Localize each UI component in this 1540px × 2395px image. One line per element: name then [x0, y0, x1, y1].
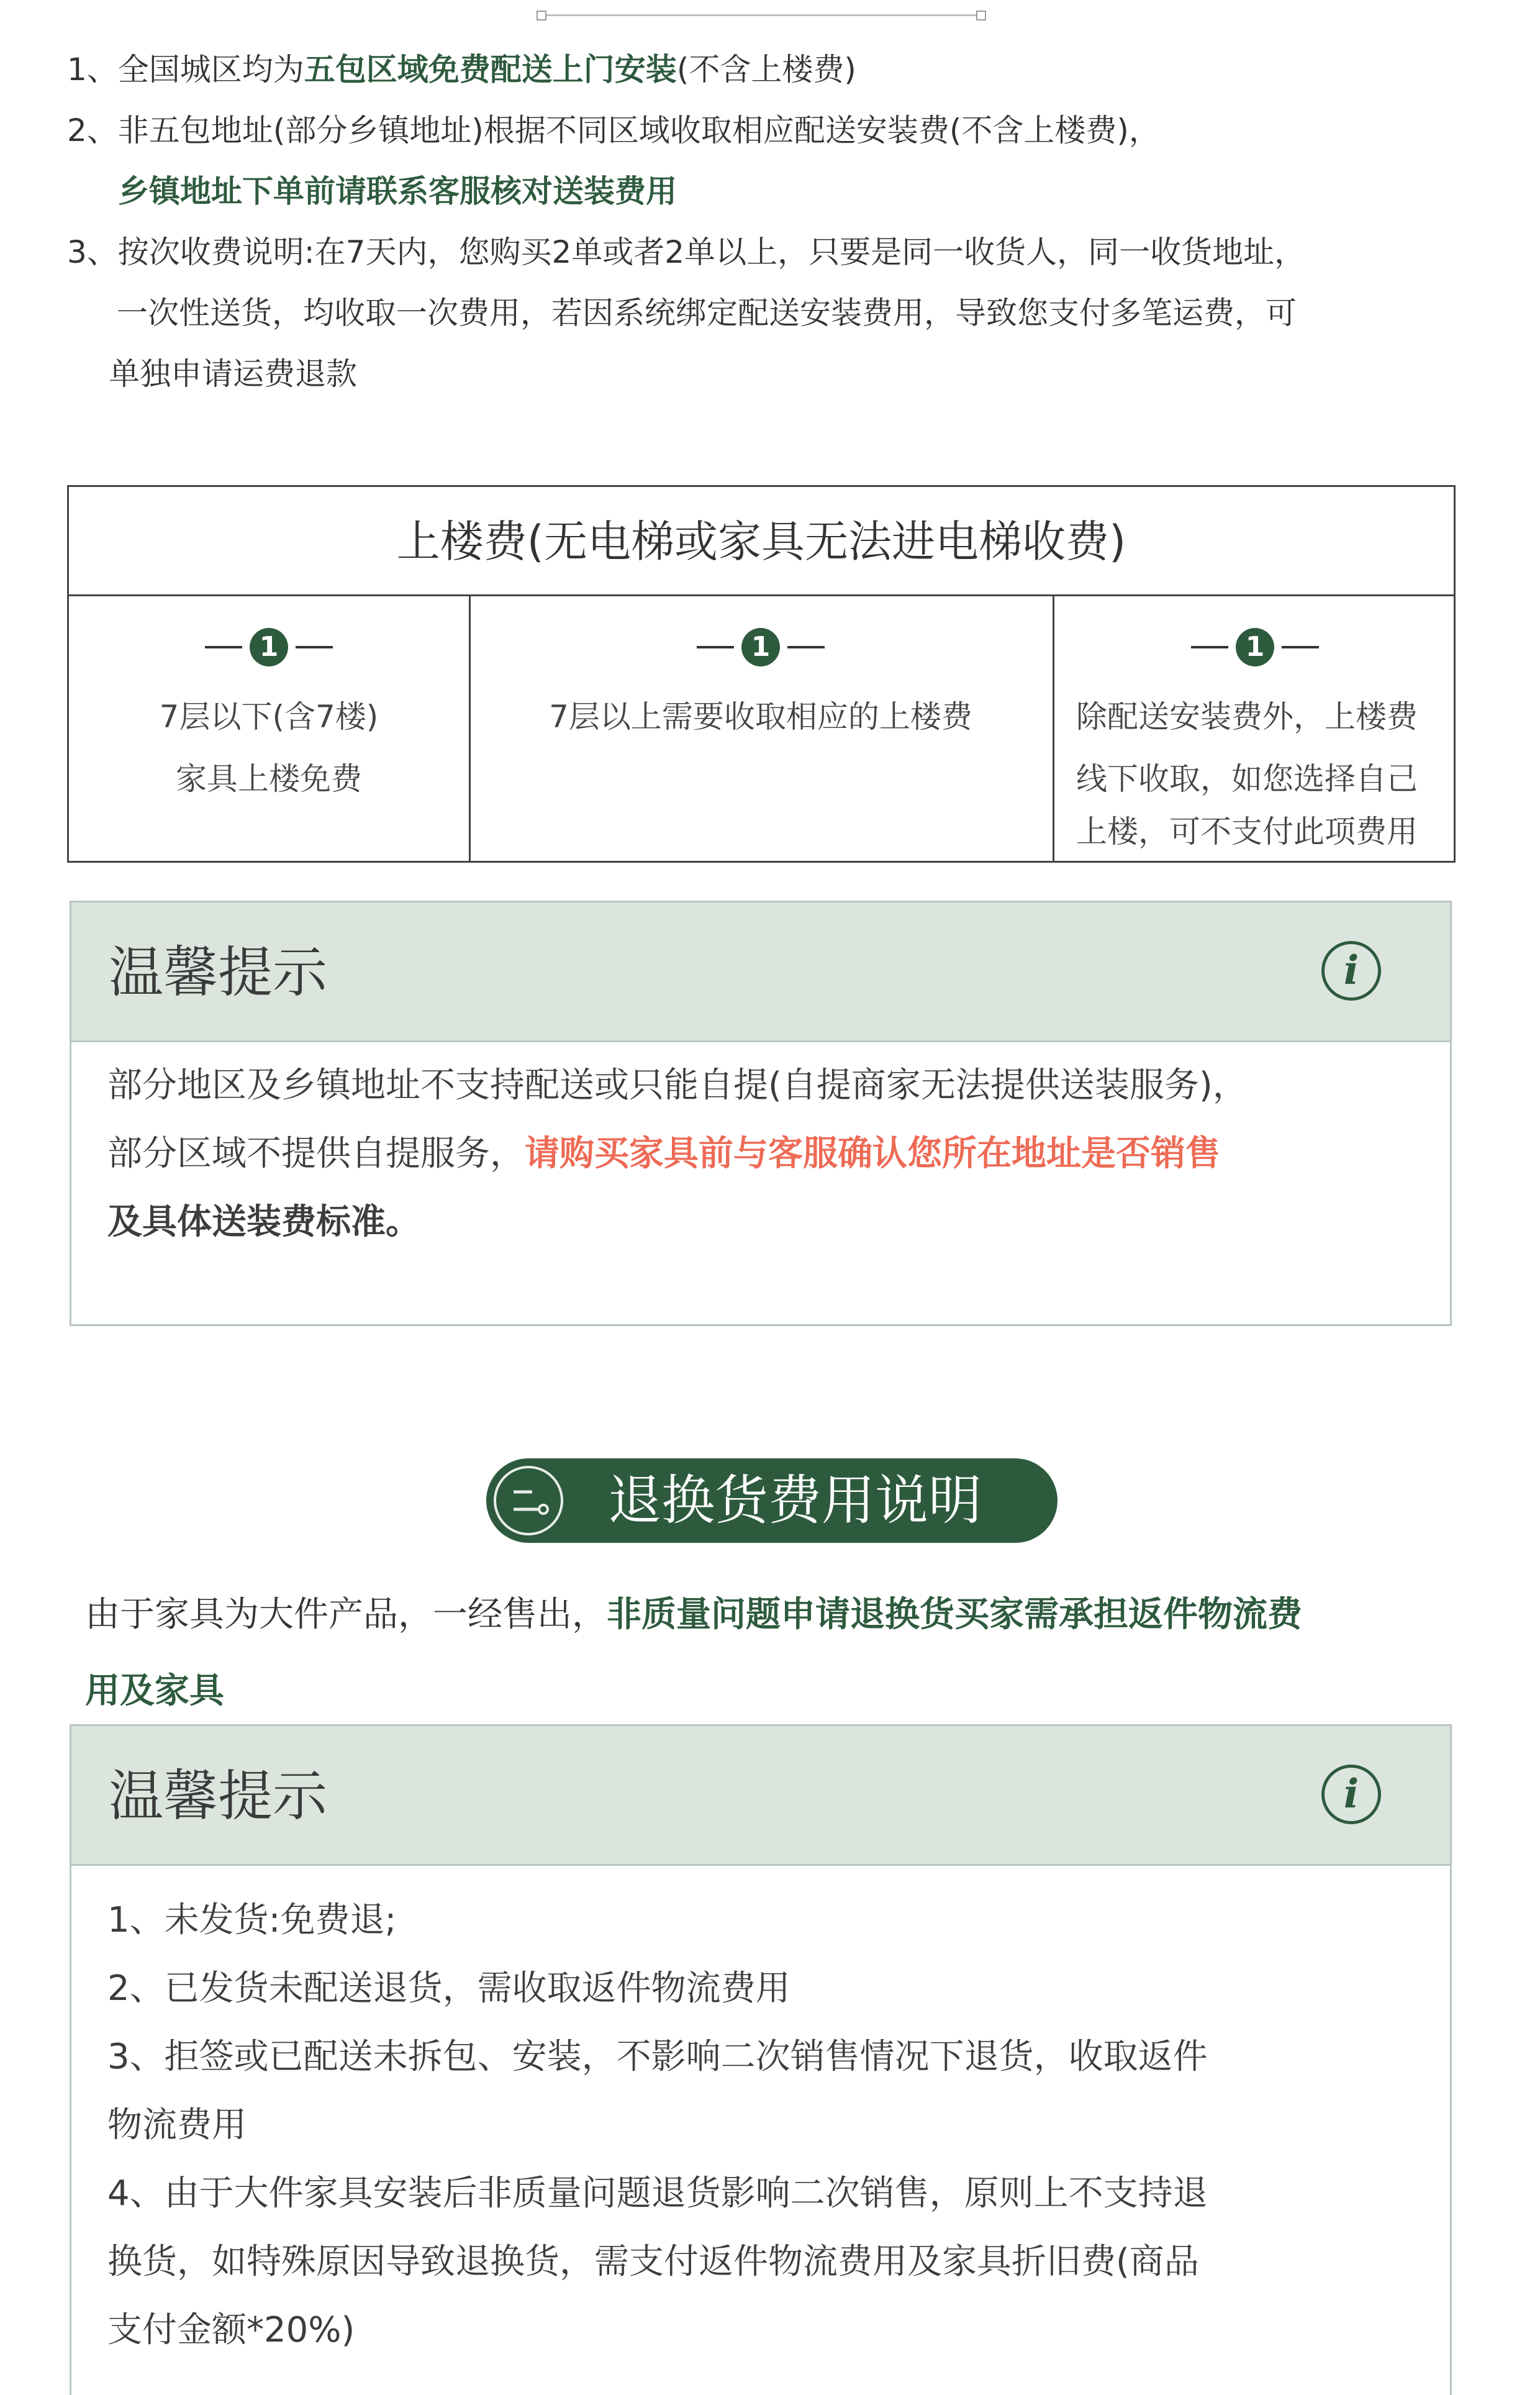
info-icon: i [1321, 941, 1381, 1001]
col3-line3: 上楼，可不支付此项费用 [1076, 814, 1418, 850]
step-marker [1053, 628, 1457, 666]
step-number: 1 [1236, 628, 1274, 666]
tip-title: 温馨提示 [109, 940, 328, 1004]
tip-title: 温馨提示 [109, 1764, 328, 1828]
tip-header [71, 1726, 1450, 1866]
tip2-line2: 2、已发货未配送退货，需收取返件物流费用 [107, 1968, 790, 2009]
tip2-line5: 4、由于大件家具安装后非质量问题退货影响二次销售，原则上不支持退 [107, 2173, 1208, 2214]
divider-dot-right [976, 11, 986, 20]
step-number: 1 [741, 628, 780, 666]
tip2-line3: 3、拒签或已配送未拆包、安装，不影响二次销售情况下退货，收取返件 [107, 2037, 1208, 2077]
note1-text: 1、全国城区均为 [67, 52, 304, 88]
note1-suffix: (不含上楼费) [676, 52, 856, 88]
tip1-line2 [107, 1120, 1220, 1188]
tip1-line1: 部分地区及乡镇地址不支持配送或只能自提(自提商家无法提供送装服务)， [107, 1065, 1248, 1106]
shipping-note-3-cont: 一次性送货，均收取一次费用，若因系统绑定配送安装费用，导致您支付多笔运费，可 [117, 295, 1297, 331]
tip2-line7: 支付金额*20%) [107, 2310, 355, 2350]
shipping-note-3-end: 单独申请运费退款 [109, 356, 357, 392]
returns-intro-cont: 用及家具 [85, 1671, 224, 1711]
shipping-note-2-highlight: 乡镇地址下单前请联系客服核对送装费用 [118, 173, 677, 209]
stairs-fee-title: 上楼费(无电梯或家具无法进电梯收费) [69, 487, 1454, 596]
section-title: 退换货费用说明 [608, 1470, 982, 1532]
intro-text: 由于家具为大件产品，一经售出， [85, 1594, 607, 1635]
step-number: 1 [250, 628, 288, 666]
col1-line2: 家具上楼免费 [176, 761, 362, 797]
top-divider [540, 14, 980, 16]
tip-header [71, 902, 1450, 1042]
tip1-warning: 请购买家具前与客服确认您所在地址是否销售 [525, 1134, 1220, 1174]
section-icon [494, 1466, 563, 1535]
tip-box-1 [70, 901, 1452, 1326]
tip2-line6: 换货，如特殊原因导致退换货，需支付返件物流费用及家具折旧费(商品 [107, 2242, 1199, 2282]
tip2-line4: 物流费用 [107, 2105, 247, 2145]
step-marker [69, 628, 469, 666]
col3-line2: 线下收取，如您选择自己 [1076, 761, 1418, 797]
stairs-fee-table [67, 485, 1456, 863]
note1-highlight: 五包区域免费配送上门安装 [304, 52, 677, 88]
divider-dot-left [537, 11, 546, 20]
shipping-note-3: 3、按次收费说明:在7天内，您购买2单或者2单以上，只要是同一收货人，同一收货地址， [67, 234, 1306, 270]
section-header-pill [486, 1458, 1058, 1543]
intro-highlight: 非质量问题申请退换货买家需承担返件物流费 [607, 1594, 1302, 1635]
col1-line1: 7层以下(含7楼) [159, 699, 379, 735]
tip1-line3: 及具体送装费标准。 [107, 1202, 420, 1242]
col3-line1: 除配送安装费外，上楼费 [1076, 699, 1418, 735]
step-marker [469, 628, 1053, 666]
tip-box-2 [70, 1724, 1452, 2395]
info-icon: i [1321, 1765, 1381, 1824]
tip2-line1: 1、未发货:免费退; [107, 1900, 397, 1940]
tip1-line2-text: 部分区域不提供自提服务， [107, 1134, 525, 1174]
col2-line1: 7层以上需要收取相应的上楼费 [549, 699, 972, 735]
returns-intro [85, 1581, 1302, 1649]
shipping-note-1 [67, 39, 856, 100]
shipping-note-2: 2、非五包地址(部分乡镇地址)根据不同区域收取相应配送安装费(不含上楼费)， [67, 112, 1160, 148]
